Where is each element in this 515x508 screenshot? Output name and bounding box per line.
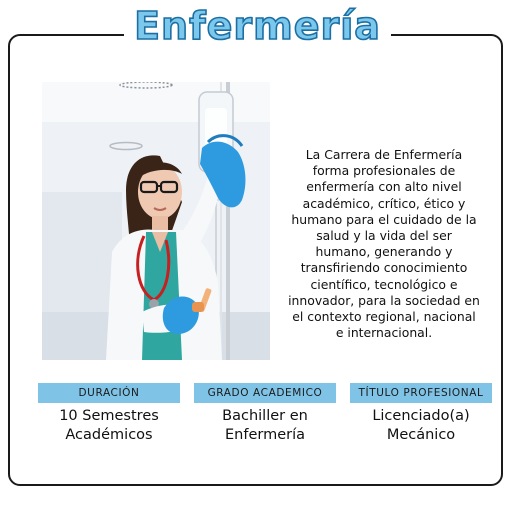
info-degree-label: GRADO ACADEMICO bbox=[194, 383, 336, 403]
info-title-value-line1: Licenciado(a) bbox=[372, 408, 470, 424]
career-description: La Carrera de Enfermería forma profesionales de enfermería con alto nivel académico, crítico, ético y humano para el cuidado de la salud y la vida del ser humano, generando y transfiriendo conocimiento científico, tecnológico e innovador, para la sociedad en el contexto regional, nacional e internacional. bbox=[288, 147, 480, 341]
info-duration bbox=[38, 383, 180, 445]
info-degree-value bbox=[194, 407, 336, 445]
info-title bbox=[350, 383, 492, 445]
info-title-value bbox=[350, 407, 492, 445]
info-duration-label: DURACIÓN bbox=[38, 383, 180, 403]
info-degree-value-line1: Bachiller en bbox=[222, 408, 308, 424]
page-title-wrapper bbox=[0, 4, 515, 48]
nurse-photo bbox=[42, 82, 270, 360]
info-title-value-line2: Mecánico bbox=[386, 427, 456, 443]
info-degree bbox=[194, 383, 336, 445]
page-title: Enfermería bbox=[124, 4, 391, 48]
info-duration-value bbox=[38, 407, 180, 445]
info-title-label: TÍTULO PROFESIONAL bbox=[350, 383, 492, 403]
info-duration-value-line2: Académicos bbox=[65, 427, 153, 443]
info-degree-value-line2: Enfermería bbox=[224, 427, 305, 443]
info-duration-value-line1: 10 Semestres bbox=[59, 408, 159, 424]
